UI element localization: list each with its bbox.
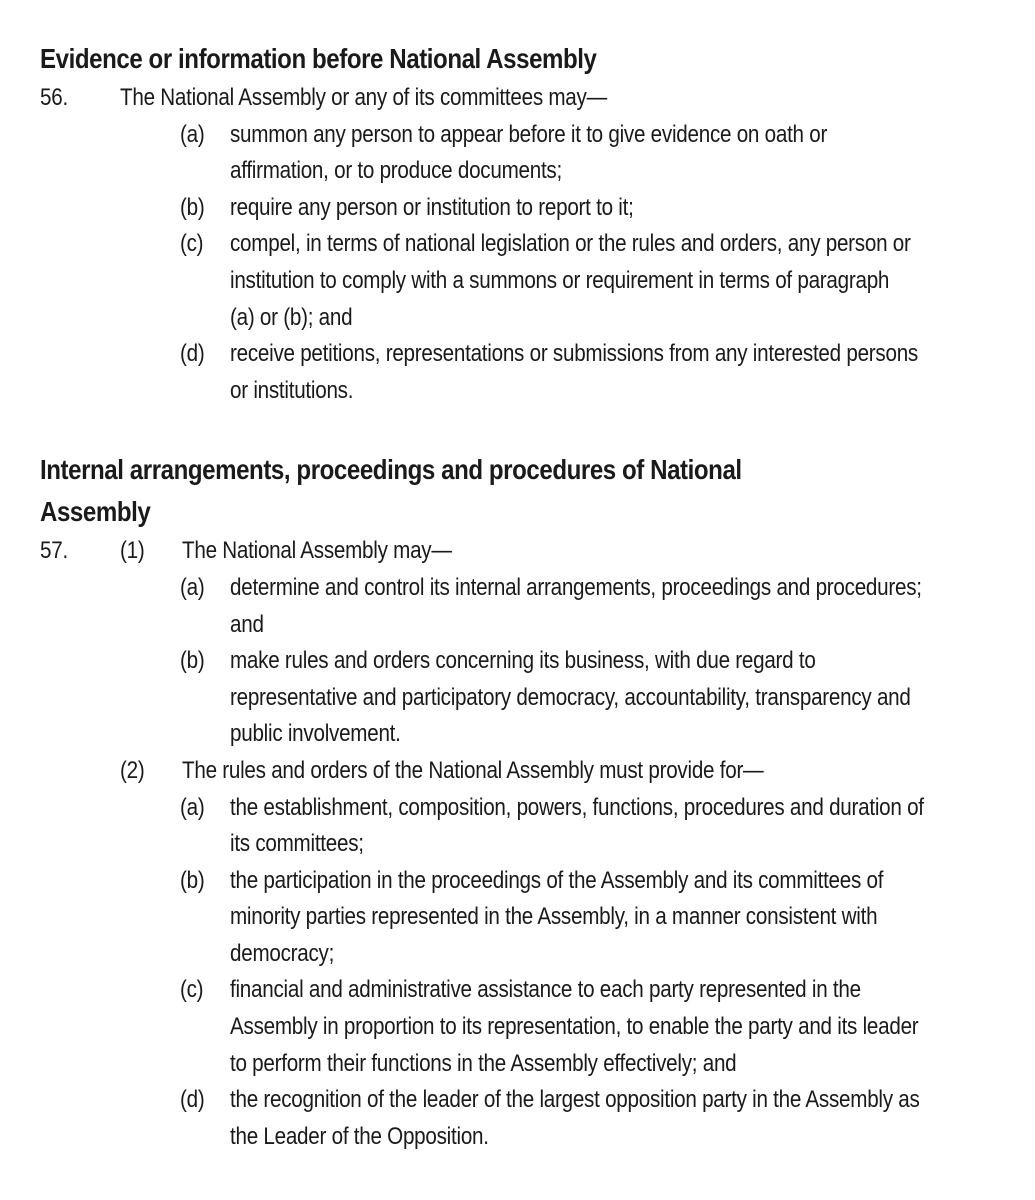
paragraph-line: and: [230, 610, 264, 638]
heading-line: Assembly: [40, 496, 151, 528]
paragraph-line: summon any person to appear before it to give evidence on oath or: [230, 120, 828, 148]
paragraph-line: affirmation, or to produce documents;: [230, 157, 562, 185]
subsection-2-lead-row: [40, 753, 1000, 790]
paragraph-item: [40, 336, 1000, 409]
paragraph-line: its committees;: [230, 830, 364, 858]
heading-line: Internal arrangements, proceedings and procedures of National: [40, 454, 742, 486]
paragraph-line: compel, in terms of national legislation or the rules and orders, any person or: [230, 230, 911, 258]
paragraph-item: [40, 190, 1000, 227]
paragraph-line: receive petitions, representations or submissions from any interested persons: [230, 340, 918, 368]
subsection-number: (1): [120, 537, 145, 565]
paragraph-line: minority parties represented in the Assembly, in a manner consistent with: [230, 903, 878, 931]
paragraph-item: [40, 1082, 1000, 1155]
paragraph-label: (a): [180, 793, 205, 821]
document-page: [40, 38, 1000, 1155]
paragraph-label: (c): [180, 976, 204, 1004]
paragraph-item: [40, 643, 1000, 753]
paragraph-line: democracy;: [230, 939, 335, 967]
paragraph-line: financial and administrative assistance to each party represented in the: [230, 976, 861, 1004]
paragraph-line: institution to comply with a summons or requirement in terms of paragraph: [230, 266, 890, 294]
paragraph-label: (b): [180, 866, 205, 894]
section-56-heading: Evidence or information before National Assembly: [40, 43, 597, 74]
paragraph-line: require any person or institution to report to it;: [230, 193, 634, 221]
paragraph-line: the recognition of the leader of the largest opposition party in the Assembly as: [230, 1086, 920, 1114]
subsection-number: (2): [120, 756, 145, 784]
paragraph-item: [40, 863, 1000, 973]
section-number: 57.: [40, 537, 68, 565]
paragraph-item: [40, 226, 1000, 336]
paragraph-line: or institutions.: [230, 376, 354, 404]
paragraph-item: [40, 972, 1000, 1082]
paragraph-label: (a): [180, 573, 205, 601]
subsection-1-lead-row: [40, 533, 1000, 570]
section-number: 56.: [40, 84, 68, 111]
subsection-lead-text: The National Assembly may—: [182, 537, 452, 565]
paragraph-line: (a) or (b); and: [230, 303, 353, 331]
section-56-lead-row: [40, 80, 1000, 117]
paragraph-label: (d): [180, 1086, 205, 1114]
paragraph-label: (c): [180, 230, 204, 258]
paragraph-item: [40, 570, 1000, 643]
paragraph-label: (b): [180, 193, 205, 221]
paragraph-item: [40, 790, 1000, 863]
paragraph-line: determine and control its internal arrangements, proceedings and procedures;: [230, 573, 922, 601]
paragraph-line: the Leader of the Opposition.: [230, 1122, 489, 1150]
paragraph-line: representative and participatory democracy, accountability, transparency and: [230, 683, 911, 711]
subsection-lead-text: The rules and orders of the National Assembly must provide for—: [182, 756, 764, 784]
paragraph-label: (b): [180, 647, 205, 675]
paragraph-line: Assembly in proportion to its representation, to enable the party and its leader: [230, 1013, 919, 1041]
paragraph-label: (d): [180, 340, 205, 368]
paragraph-line: to perform their functions in the Assembly effectively; and: [230, 1049, 737, 1077]
paragraph-line: the establishment, composition, powers, functions, procedures and duration of: [230, 793, 924, 821]
paragraph-item: [40, 117, 1000, 190]
paragraph-label: (a): [180, 120, 205, 148]
paragraph-line: public involvement.: [230, 720, 401, 748]
section-57: [40, 533, 1000, 1155]
paragraph-line: make rules and orders concerning its business, with due regard to: [230, 647, 816, 675]
section-lead-text: The National Assembly or any of its committees may—: [120, 84, 607, 111]
paragraph-line: the participation in the proceedings of the Assembly and its committees of: [230, 866, 884, 894]
section-56: [40, 80, 1000, 409]
section-57-heading: [40, 449, 900, 533]
